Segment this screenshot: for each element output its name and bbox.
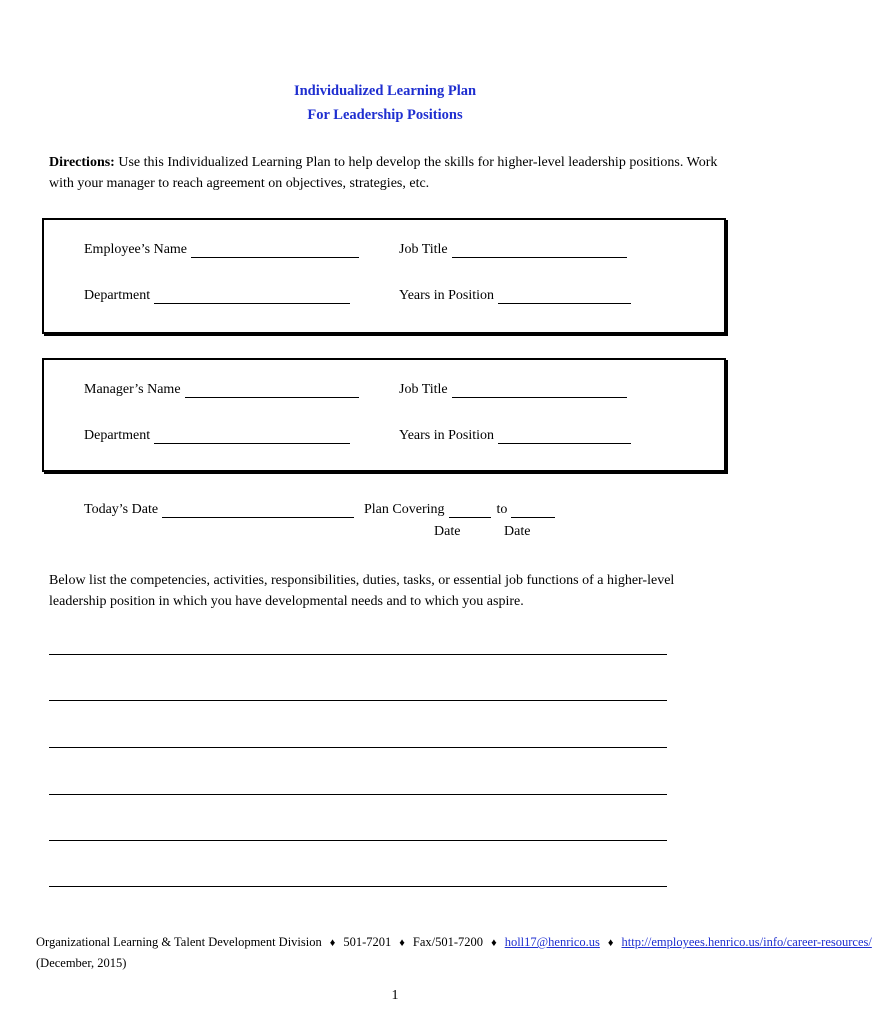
writing-line[interactable]	[49, 747, 667, 748]
diamond-separator-icon: ♦	[491, 937, 497, 949]
employee-job-title-blank[interactable]	[452, 244, 627, 258]
footer-url-link[interactable]: http://employees.henrico.us/info/career-resources/	[621, 935, 872, 949]
plan-start-date-blank[interactable]	[449, 504, 491, 518]
manager-name-blank[interactable]	[185, 384, 359, 398]
manager-name-field[interactable]	[84, 382, 359, 398]
writing-line[interactable]	[49, 700, 667, 701]
manager-job-title-field[interactable]	[399, 382, 627, 398]
todays-date-label: Today’s Date	[84, 502, 159, 517]
employee-job-title-field[interactable]	[399, 242, 627, 258]
manager-department-label: Department	[84, 428, 151, 443]
employee-name-field[interactable]	[84, 242, 359, 258]
employee-job-title-label: Job Title	[399, 242, 448, 257]
diamond-separator-icon: ♦	[329, 937, 336, 949]
employee-department-field[interactable]	[84, 288, 350, 304]
footer-division: Organizational Learning & Talent Development Division	[36, 935, 322, 949]
directions-label: Directions:	[49, 155, 115, 170]
footer-email-link[interactable]: holl17@henrico.us	[504, 935, 600, 949]
footer-fax: Fax/501-7200	[412, 935, 484, 949]
directions-text: Use this Individualized Learning Plan to help develop the skills for higher-level leadership positions. Work with your manager to reach agreement on objectives, strategies, etc.	[49, 155, 718, 191]
footer-phone: 501-7201	[343, 935, 392, 949]
diamond-separator-icon: ♦	[607, 937, 614, 949]
manager-years-blank[interactable]	[498, 430, 631, 444]
diamond-separator-icon: ♦	[399, 937, 405, 949]
employee-name-blank[interactable]	[191, 244, 359, 258]
todays-date-blank[interactable]	[162, 504, 354, 518]
manager-info-box	[42, 358, 726, 472]
employee-department-label: Department	[84, 288, 151, 303]
employee-name-label: Employee’s Name	[84, 242, 188, 257]
manager-department-blank[interactable]	[154, 430, 350, 444]
manager-job-title-blank[interactable]	[452, 384, 627, 398]
document-title: Individualized Learning Plan	[293, 83, 477, 99]
todays-date-field[interactable]	[84, 502, 354, 518]
manager-name-label: Manager’s Name	[84, 382, 181, 397]
plan-covering-field[interactable]	[364, 502, 555, 518]
writing-line[interactable]	[49, 886, 667, 887]
employee-info-box	[42, 218, 726, 334]
competencies-instructions: Below list the competencies, activities, responsibilities, duties, tasks, or essential job functions of a higher-level leadership position in which you have developmental needs and to which you aspire.	[49, 573, 675, 609]
writing-line[interactable]	[49, 654, 667, 655]
plan-to-label: to	[496, 502, 508, 517]
manager-years-field[interactable]	[399, 428, 631, 444]
start-date-caption: Date	[434, 524, 461, 539]
plan-end-date-blank[interactable]	[511, 504, 555, 518]
manager-job-title-label: Job Title	[399, 382, 448, 397]
employee-years-field[interactable]	[399, 288, 631, 304]
plan-covering-label: Plan Covering	[364, 502, 445, 517]
directions-paragraph	[49, 152, 729, 194]
employee-years-label: Years in Position	[399, 288, 495, 303]
employee-years-blank[interactable]	[498, 290, 631, 304]
end-date-caption: Date	[504, 524, 531, 539]
employee-department-blank[interactable]	[154, 290, 350, 304]
writing-line[interactable]	[49, 794, 667, 795]
manager-years-label: Years in Position	[399, 428, 495, 443]
manager-department-field[interactable]	[84, 428, 350, 444]
footer-date-note: (December, 2015)	[36, 956, 127, 970]
document-subtitle: For Leadership Positions	[307, 107, 463, 123]
page-number: 1	[391, 988, 399, 1003]
writing-line[interactable]	[49, 840, 667, 841]
footer-contact-line	[36, 935, 872, 950]
